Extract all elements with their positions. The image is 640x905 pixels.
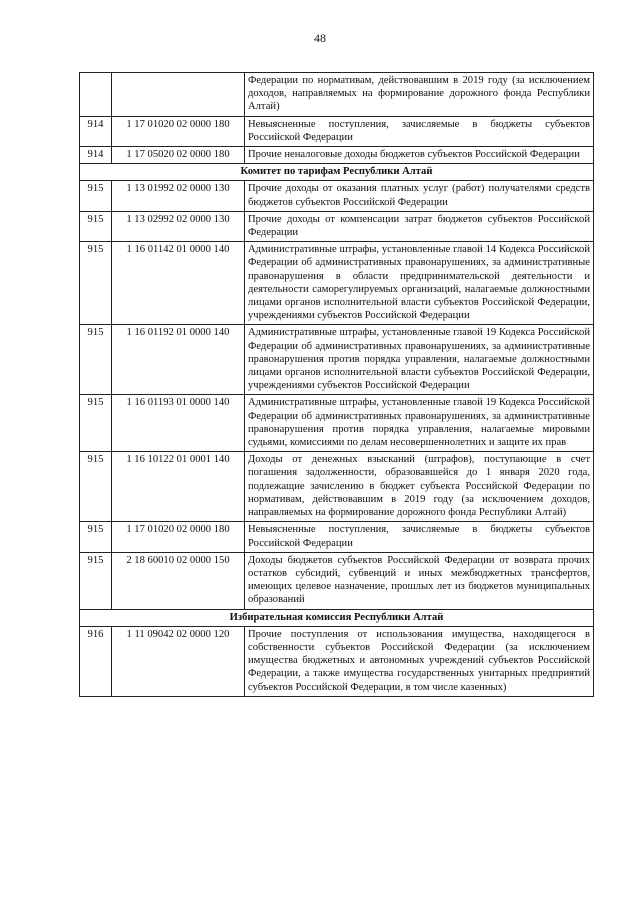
table-row xyxy=(80,626,594,696)
description-cell: Невыясненные поступления, зачисляемые в бюджеты субъектов Российской Федерации xyxy=(245,116,594,146)
revenue-code-cell: 1 16 10122 01 0001 140 xyxy=(112,452,245,522)
admin-code-cell: 915 xyxy=(80,395,112,452)
revenue-code-cell: 1 16 01193 01 0000 140 xyxy=(112,395,245,452)
table-row xyxy=(80,242,594,325)
revenue-code-cell: 1 13 02992 02 0000 130 xyxy=(112,211,245,241)
admin-code-cell: 915 xyxy=(80,552,112,609)
table-row xyxy=(80,395,594,452)
description-cell: Прочие доходы от оказания платных услуг (работ) получателями средств бюджетов субъектов Российской Федерации xyxy=(245,181,594,211)
revenue-code-cell: 1 17 01020 02 0000 180 xyxy=(112,116,245,146)
table-row xyxy=(80,452,594,522)
admin-code-cell: 915 xyxy=(80,452,112,522)
description-cell: Административные штрафы, установленные главой 19 Кодекса Российской Федерации об административных правонарушениях, за административные правонарушения против порядка управления, налагаемые мировыми судьями, комиссиями по делам несовершеннолетних и защите их прав xyxy=(245,395,594,452)
description-cell: Прочие доходы от компенсации затрат бюджетов субъектов Российской Федерации xyxy=(245,211,594,241)
description-cell: Федерации по нормативам, действовавшим в 2019 году (за исключением доходов, направляемых на формирование дорожного фонда Республики Алтай) xyxy=(245,73,594,117)
table-row xyxy=(80,147,594,164)
admin-code-cell: 914 xyxy=(80,116,112,146)
section-header-row xyxy=(80,609,594,626)
revenue-code-cell: 2 18 60010 02 0000 150 xyxy=(112,552,245,609)
revenue-code-cell: 1 16 01192 01 0000 140 xyxy=(112,325,245,395)
admin-code-cell: 914 xyxy=(80,147,112,164)
section-header-row xyxy=(80,164,594,181)
description-cell: Доходы бюджетов субъектов Российской Федерации от возврата прочих остатков субсидий, субвенций и иных межбюджетных трансфертов, имеющих целевое назначение, прошлых лет из бюджетов муниципальных образований xyxy=(245,552,594,609)
admin-code-cell: 915 xyxy=(80,211,112,241)
description-cell: Доходы от денежных взысканий (штрафов), поступающие в счет погашения задолженности, образовавшейся до 1 января 2020 года, подлежащие зачислению в бюджет субъекта Российской Федерации по нормативам, действовавшим в 2019 году (за исключением доходов, направляемых на формирование дорожного фонда Республики Алтай) xyxy=(245,452,594,522)
section-title: Комитет по тарифам Республики Алтай xyxy=(80,164,594,181)
table-row xyxy=(80,325,594,395)
table-row xyxy=(80,552,594,609)
revenue-code-cell: 1 17 01020 02 0000 180 xyxy=(112,522,245,552)
admin-code-cell: 915 xyxy=(80,242,112,325)
table-row xyxy=(80,73,594,117)
table-row xyxy=(80,116,594,146)
revenue-code-cell: 1 17 05020 02 0000 180 xyxy=(112,147,245,164)
revenue-code-cell: 1 16 01142 01 0000 140 xyxy=(112,242,245,325)
table-row xyxy=(80,522,594,552)
description-cell: Административные штрафы, установленные главой 14 Кодекса Российской Федерации об административных правонарушениях, за административные правонарушения в области предпринимательской деятельности и деятельности саморегулируемых организаций, налагаемые должностными лицами органов исполнительной власти субъектов Российской Федерации, учреждениями субъектов Российской Федерации xyxy=(245,242,594,325)
admin-code-cell: 915 xyxy=(80,325,112,395)
page-number: 48 xyxy=(314,31,326,45)
description-cell: Невыясненные поступления, зачисляемые в бюджеты субъектов Российской Федерации xyxy=(245,522,594,552)
admin-code-cell: 916 xyxy=(80,626,112,696)
section-title: Избирательная комиссия Республики Алтай xyxy=(80,609,594,626)
description-cell: Прочие поступления от использования имущества, находящегося в собственности субъектов Российской Федерации (за исключением имущества бюджетных и автономных учреждений субъектов Российской Федерации, а также имущества государственных унитарных предприятий субъектов Российской Федерации, в том числе казенных) xyxy=(245,626,594,696)
revenue-codes-table xyxy=(79,72,594,697)
revenue-code-cell xyxy=(112,73,245,117)
admin-code-cell xyxy=(80,73,112,117)
table-row xyxy=(80,181,594,211)
admin-code-cell: 915 xyxy=(80,522,112,552)
admin-code-cell: 915 xyxy=(80,181,112,211)
table-row xyxy=(80,211,594,241)
description-cell: Прочие неналоговые доходы бюджетов субъектов Российской Федерации xyxy=(245,147,594,164)
description-cell: Административные штрафы, установленные главой 19 Кодекса Российской Федерации об административных правонарушениях, за административные правонарушения против порядка управления, налагаемые должностными лицами органов исполнительной власти субъектов Российской Федерации, учреждениями субъектов Российской Федерации xyxy=(245,325,594,395)
revenue-code-cell: 1 11 09042 02 0000 120 xyxy=(112,626,245,696)
revenue-code-cell: 1 13 01992 02 0000 130 xyxy=(112,181,245,211)
